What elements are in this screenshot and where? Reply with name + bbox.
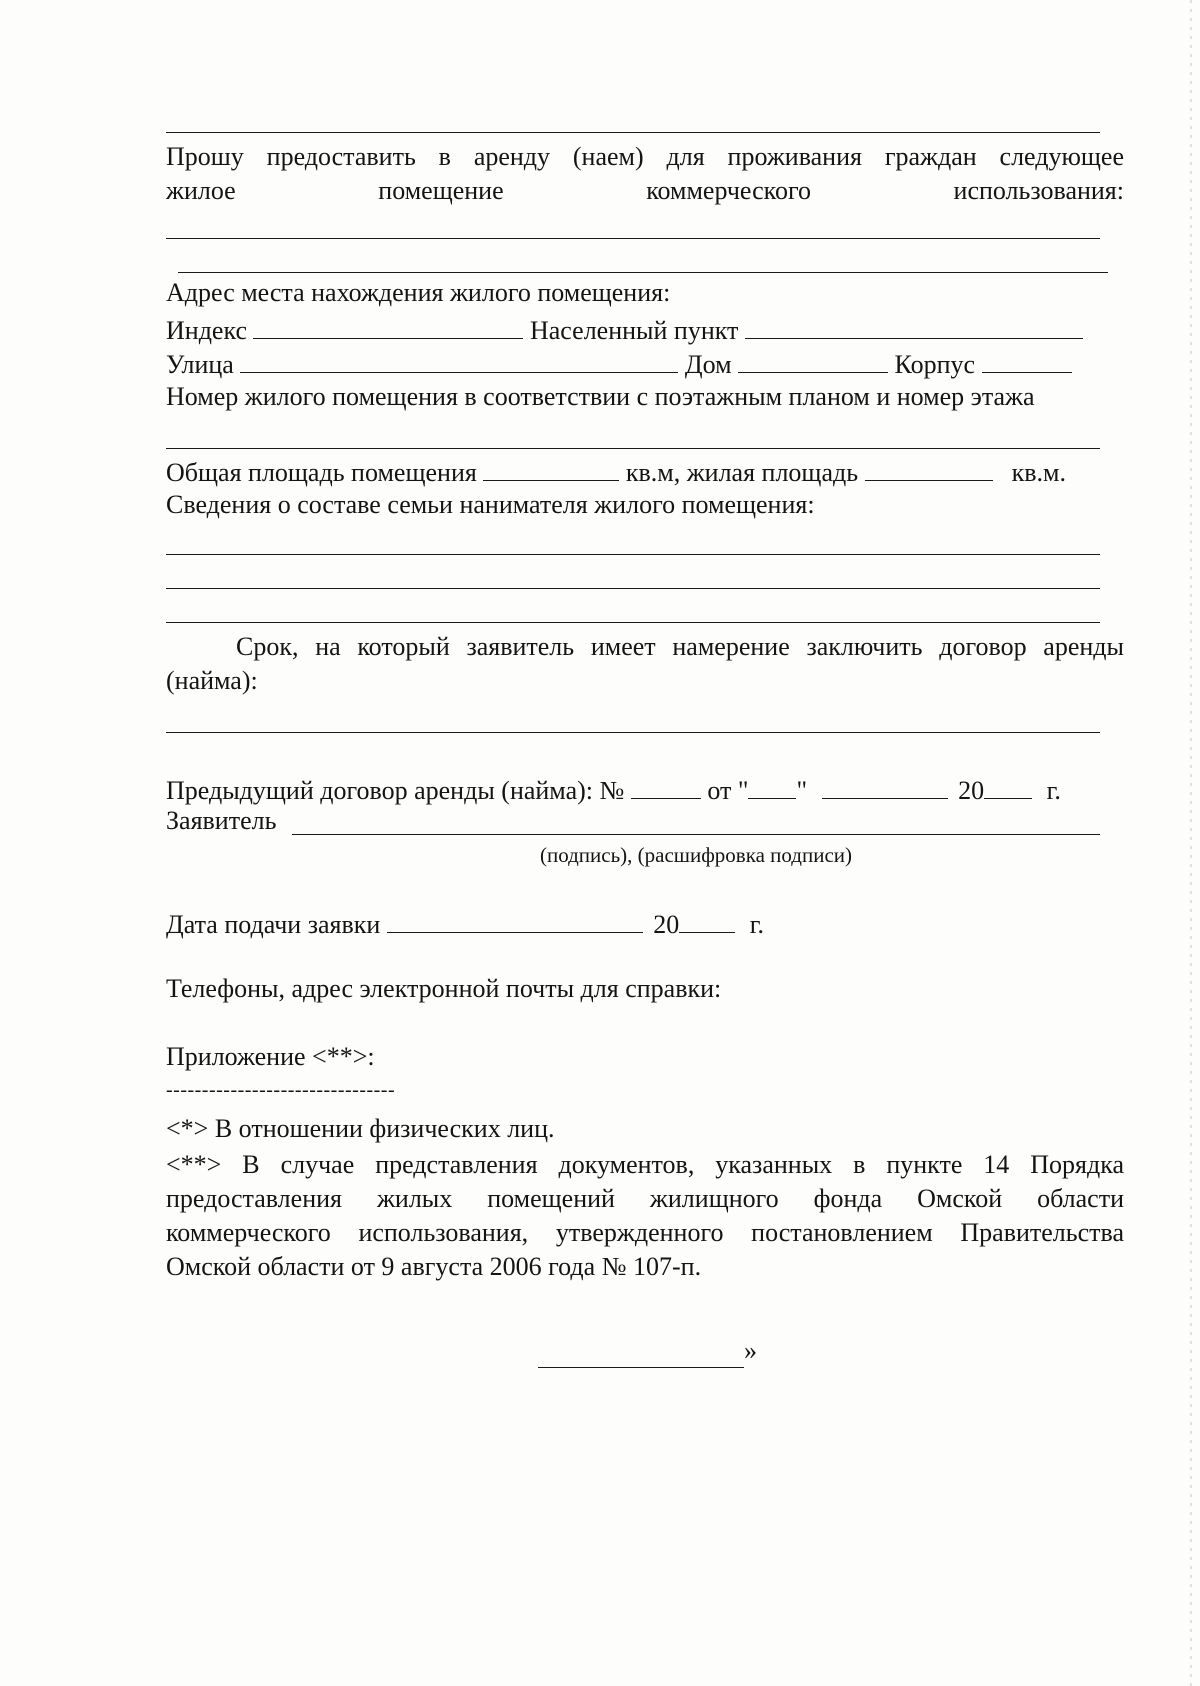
- applicant-signature-field[interactable]: [292, 834, 1100, 835]
- request-blank-line-1: [166, 238, 1100, 239]
- year-suffix: г.: [1046, 776, 1061, 805]
- top-rule: [166, 132, 1100, 133]
- address-heading: Адрес места нахождения жилого помещения:: [166, 278, 671, 307]
- term-line-1: Срок, на который заявитель имеет намерение заключить договор аренды: [236, 632, 1124, 661]
- submission-year-prefix: 20: [653, 910, 680, 939]
- submission-year-suffix: г.: [749, 910, 765, 939]
- year-field[interactable]: [984, 772, 1032, 799]
- family-line-3[interactable]: [166, 622, 1100, 623]
- settlement-label: Населенный пункт: [529, 316, 739, 345]
- request-blank-line-2: [178, 272, 1108, 273]
- previous-contract-label: Предыдущий договор аренды (найма): №: [166, 776, 625, 805]
- quote-close: ": [796, 776, 808, 805]
- street-field[interactable]: [240, 346, 678, 373]
- living-area-field[interactable]: [865, 454, 993, 481]
- applicant-label: Заявитель: [166, 806, 277, 835]
- year-prefix: 20: [958, 776, 985, 805]
- signature-caption: (подпись), (расшифровка подписи): [539, 843, 853, 867]
- index-row: [166, 312, 1083, 346]
- footnote-1: <*> В отношении физических лиц.: [166, 1114, 555, 1143]
- house-label: Дом: [684, 350, 732, 379]
- term-line-2: (найма):: [166, 666, 258, 695]
- room-number-label: Номер жилого помещения в соответствии с поэтажным планом и номер этажа: [166, 382, 1035, 411]
- attachment-label: Приложение <**>:: [166, 1042, 375, 1071]
- house-field[interactable]: [738, 346, 888, 373]
- closing-rule: [538, 1367, 744, 1368]
- area-row: [166, 454, 1066, 488]
- living-area-label: кв.м, жилая площадь: [625, 458, 859, 487]
- previous-contract-row: [166, 772, 1061, 806]
- request-line-1: Прошу предоставить в аренду (наем) для проживания граждан следующее: [166, 142, 1124, 171]
- settlement-field[interactable]: [745, 312, 1083, 339]
- submission-year-field[interactable]: [679, 906, 735, 933]
- total-area-field[interactable]: [483, 454, 619, 481]
- applicant-row: [166, 806, 276, 836]
- family-line-2[interactable]: [166, 588, 1100, 589]
- footnote-2: <**> В случае представления документов, указанных в пункте 14 Порядка предоставления жилых помещений жилищного фонда Омской области коммерческого использования, утвержденного постановлением Правительства Омской области от 9 августа 2006 года № 107-п.: [166, 1150, 1124, 1281]
- area-unit: кв.м.: [1011, 458, 1066, 487]
- footnote-separator: --------------------------------: [166, 1079, 396, 1101]
- submission-date-field[interactable]: [387, 906, 643, 933]
- request-line-2: жилое помещение коммерческого использования:: [166, 176, 1124, 205]
- contract-number-field[interactable]: [631, 772, 701, 799]
- total-area-label: Общая площадь помещения: [166, 458, 477, 487]
- month-field[interactable]: [822, 772, 948, 799]
- building-label: Корпус: [894, 350, 976, 379]
- day-field[interactable]: [748, 772, 796, 799]
- index-field[interactable]: [253, 312, 523, 339]
- submission-label: Дата подачи заявки: [166, 910, 381, 939]
- index-label: Индекс: [166, 316, 247, 345]
- street-label: Улица: [166, 350, 234, 379]
- street-row: [166, 346, 1072, 380]
- family-line-1[interactable]: [166, 554, 1100, 555]
- submission-row: [166, 906, 764, 940]
- scan-edge-artifact: [1190, 0, 1192, 1686]
- family-label: Сведения о составе семьи нанимателя жилого помещения:: [166, 490, 815, 519]
- building-field[interactable]: [982, 346, 1072, 373]
- room-number-field[interactable]: [166, 448, 1100, 449]
- term-field[interactable]: [166, 732, 1100, 733]
- from-label: от ": [707, 776, 749, 805]
- closing-mark: »: [744, 1336, 757, 1365]
- contacts-label: Телефоны, адрес электронной почты для справки:: [166, 974, 722, 1003]
